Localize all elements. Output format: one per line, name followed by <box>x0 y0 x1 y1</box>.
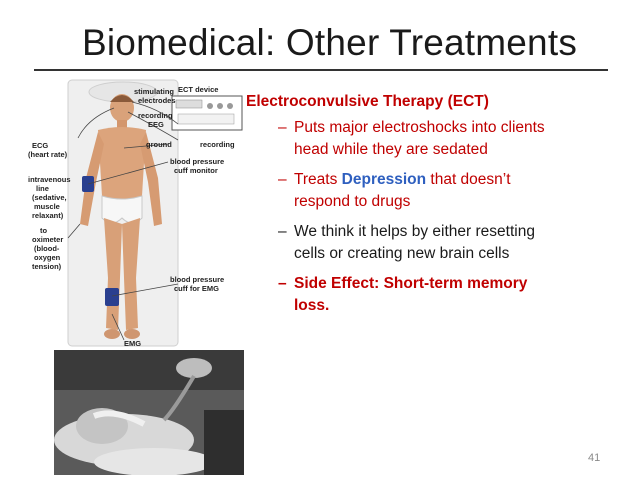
bullet-text-line1: Side Effect: Short-term memory <box>294 275 528 292</box>
label-ox-1: to <box>40 226 48 235</box>
bullet-electroshocks <box>268 117 616 161</box>
ect-patient-diagram <box>28 78 250 348</box>
label-ox-4: oxygen <box>34 253 61 262</box>
page-number: 41 <box>588 452 601 464</box>
label-bp-cuff-monitor-2: cuff monitor <box>174 166 218 175</box>
bullet-text-post: that doesn’t <box>426 171 511 188</box>
ect-patient-photo <box>54 350 244 475</box>
label-ox-2: oximeter <box>32 235 64 244</box>
label-stimulating: stimulating <box>134 87 175 96</box>
ect-bullet-list <box>246 117 616 317</box>
bullet-side-effect <box>268 273 616 317</box>
label-ox-5: tension) <box>32 262 62 271</box>
bullet-text-line1: Puts major electroshocks into clients <box>294 119 545 136</box>
bullet-dash: – <box>278 223 287 240</box>
bullet-text-line2: loss. <box>294 297 330 314</box>
bullet-dash: – <box>278 119 287 136</box>
label-emg: EMG <box>124 339 142 348</box>
bullet-resetting-cells <box>268 221 616 265</box>
label-recording-2: recording <box>200 140 235 149</box>
bullet-dash: – <box>278 171 287 188</box>
slide-title: Biomedical: Other Treatments <box>82 22 578 63</box>
bullet-dash: – <box>278 275 287 292</box>
label-recording: recording <box>138 111 173 120</box>
bullet-text-line2: head while they are sedated <box>294 141 488 158</box>
label-iv-1: intravenous <box>28 175 71 184</box>
bullet-text-line2: cells or creating new brain cells <box>294 245 510 262</box>
label-iv-2: line <box>36 184 49 193</box>
ect-content <box>246 93 616 325</box>
label-bp-emg-1: blood pressure <box>170 275 225 284</box>
label-iv-3: (sedative, <box>32 193 67 202</box>
ect-heading: Electroconvulsive Therapy (ECT) <box>246 93 489 110</box>
label-electrodes: electrodes <box>138 96 176 105</box>
bullet-depression <box>268 169 616 213</box>
label-heart-rate: (heart rate) <box>28 150 68 159</box>
bullet-text-pre: Treats <box>294 171 342 188</box>
label-ecg: ECG <box>32 141 49 150</box>
bullet-emphasis-depression: Depression <box>341 171 427 188</box>
label-iv-4: muscle <box>34 202 60 211</box>
leg-cuff-icon <box>105 288 119 306</box>
bullet-text-line2: respond to drugs <box>294 193 411 210</box>
label-iv-5: relaxant) <box>32 211 64 220</box>
label-bp-cuff-monitor-1: blood pressure <box>170 157 225 166</box>
bullet-text-line1: We think it helps by either resetting <box>294 223 535 240</box>
label-ox-3: (blood- <box>34 244 60 253</box>
label-ect-device: ECT device <box>178 85 219 94</box>
title-divider <box>34 69 608 71</box>
label-ground: ground <box>146 140 172 149</box>
label-eeg: EEG <box>148 120 164 129</box>
label-bp-emg-2: cuff for EMG <box>174 284 219 293</box>
